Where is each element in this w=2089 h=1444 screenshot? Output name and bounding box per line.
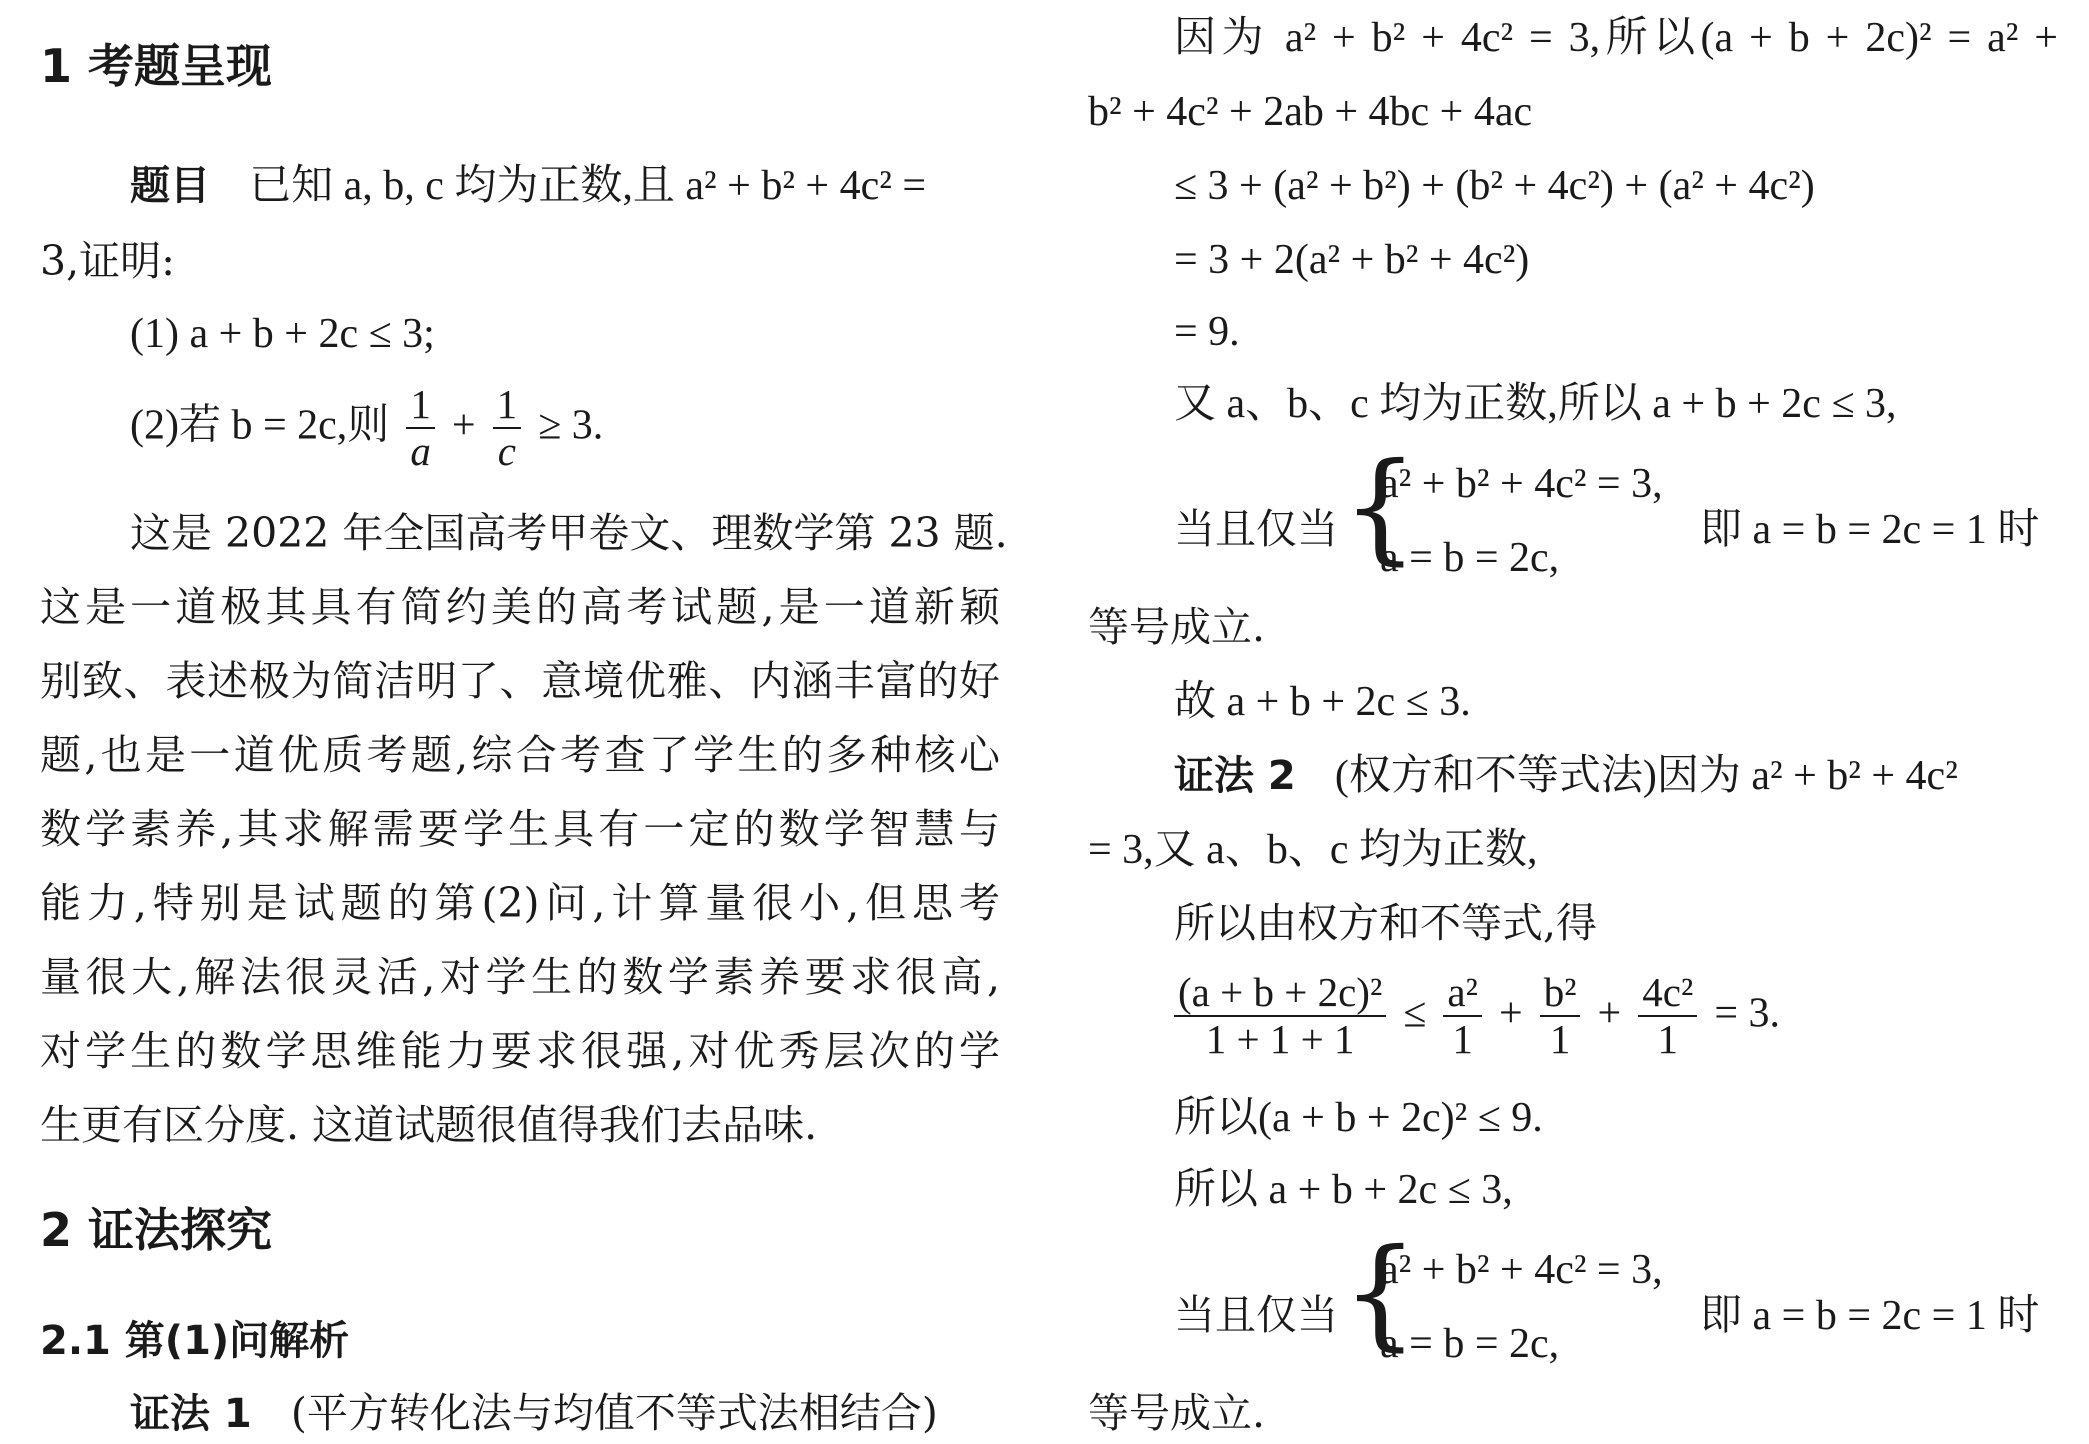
method-1-line bbox=[130, 1390, 938, 1437]
fraction-1-over-a bbox=[406, 382, 435, 474]
proof-line: ≤ 3 + (a² + b²) + (b² + 4c²) + (a² + 4c²) bbox=[1174, 163, 1815, 209]
method-2-label: 证法 2 bbox=[1174, 753, 1296, 799]
fraction-numerator: a² bbox=[1447, 969, 1478, 1015]
fraction-denominator: 1 bbox=[1657, 1016, 1679, 1063]
paragraph-line: 这是一道极其具有简约美的高考试题,是一道新颖 bbox=[40, 583, 1000, 631]
fraction-denominator: 1 bbox=[1452, 1016, 1473, 1063]
method-1-title: (平方转化法与均值不等式法相结合) bbox=[290, 1389, 938, 1437]
fraction-denominator: c bbox=[497, 428, 516, 475]
paragraph-line: 这是 2022 年全国高考甲卷文、理数学第 23 题. bbox=[130, 509, 1008, 557]
fraction-denominator: a bbox=[410, 428, 431, 475]
proof-line: 所以由权方和不等式,得 bbox=[1174, 899, 1598, 947]
paragraph-line: 对学生的数学思维能力要求很强,对优秀层次的学 bbox=[40, 1027, 1000, 1075]
case-prefix: 当且仅当 bbox=[1174, 1291, 1338, 1339]
proof-line: 故 a + b + 2c ≤ 3. bbox=[1174, 679, 1471, 725]
method-2-title: (权方和不等式法)因为 a² + b² + 4c² bbox=[1334, 753, 1958, 799]
proof-line: 所以 a + b + 2c ≤ 3, bbox=[1174, 1167, 1513, 1213]
power-mean-inequality bbox=[1174, 970, 1780, 1062]
equality-condition-2 bbox=[1088, 1224, 2058, 1376]
fraction-1-over-c bbox=[493, 382, 522, 474]
paragraph-line: 量很大,解法很灵活,对学生的数学素养要求很高, bbox=[40, 953, 1000, 1001]
subsection-heading: 2.1 第(1)问解析 bbox=[40, 1318, 350, 1364]
section-heading-1: 1 考题呈现 bbox=[40, 39, 273, 93]
problem-statement: 已知 a, b, c 均为正数,且 a² + b² + 4c² = bbox=[249, 163, 927, 209]
left-brace-icon: { bbox=[1342, 438, 1419, 577]
case-suffix: 即 a = b = 2c = 1 时 bbox=[1700, 1293, 2040, 1339]
proof-line: 因为 a² + b² + 4c² = 3,所以(a + b + 2c)² = a² + bbox=[1174, 15, 2058, 61]
problem-part-1: (1) a + b + 2c ≤ 3; bbox=[130, 311, 435, 357]
left-brace-icon: { bbox=[1342, 1224, 1419, 1363]
fraction-numerator: (a + b + 2c)² bbox=[1178, 969, 1383, 1015]
fraction-a2 bbox=[1443, 970, 1482, 1062]
case-line-a: a² + b² + 4c² = 3, bbox=[1380, 1247, 1663, 1293]
plus-sign: + bbox=[1498, 990, 1523, 1037]
problem-line-1 bbox=[130, 162, 926, 210]
section-heading-2: 2 证法探究 bbox=[40, 1203, 273, 1257]
case-prefix: 当且仅当 bbox=[1174, 505, 1338, 553]
paragraph-line: 题,也是一道优质考题,综合考查了学生的多种核心 bbox=[40, 731, 1000, 779]
paragraph-line: 能力,特别是试题的第(2)问,计算量很小,但思考 bbox=[40, 879, 1000, 927]
problem-label: 题目 bbox=[130, 163, 210, 209]
proof-line: b² + 4c² + 2ab + 4bc + 4ac bbox=[1088, 89, 1533, 135]
paragraph-line: 别致、表述极为简洁明了、意境优雅、内涵丰富的好 bbox=[40, 657, 1000, 705]
fraction-denominator: 1 bbox=[1549, 1016, 1571, 1063]
case-line-a: a² + b² + 4c² = 3, bbox=[1380, 461, 1663, 507]
method-1-label: 证法 1 bbox=[130, 1391, 252, 1437]
equality-condition-1 bbox=[1088, 438, 2058, 590]
proof-line: = 3 + 2(a² + b² + 4c²) bbox=[1174, 237, 1530, 283]
fraction-b2 bbox=[1540, 970, 1581, 1062]
fraction-numerator: b² bbox=[1543, 969, 1577, 1015]
problem-part-2 bbox=[130, 382, 603, 474]
fraction-numerator: 1 bbox=[496, 381, 518, 427]
proof-line: 又 a、b、c 均为正数,所以 a + b + 2c ≤ 3, bbox=[1174, 381, 1897, 427]
plus-sign: + bbox=[451, 402, 476, 449]
case-line-b: a = b = 2c, bbox=[1380, 1321, 1560, 1367]
part-2-conclusion: ≥ 3. bbox=[538, 402, 604, 449]
fraction-4c2 bbox=[1638, 970, 1697, 1062]
fraction-numerator: 4c² bbox=[1642, 969, 1694, 1015]
plus-sign: + bbox=[1597, 990, 1622, 1037]
proof-line: 等号成立. bbox=[1088, 603, 1266, 651]
method-2-line bbox=[1174, 752, 1958, 800]
case-line-b: a = b = 2c, bbox=[1380, 535, 1560, 581]
problem-line-2: 3,证明: bbox=[40, 237, 175, 285]
proof-line: 所以(a + b + 2c)² ≤ 9. bbox=[1174, 1095, 1543, 1141]
paragraph-line: 生更有区分度. 这道试题很值得我们去品味. bbox=[40, 1101, 818, 1149]
proof-line: = 9. bbox=[1174, 309, 1240, 355]
proof-line: 等号成立. bbox=[1088, 1389, 1266, 1437]
case-suffix: 即 a = b = 2c = 1 时 bbox=[1700, 507, 2040, 553]
fraction-numerator: 1 bbox=[410, 381, 431, 427]
fraction-left bbox=[1174, 970, 1386, 1062]
relation-sign: ≤ bbox=[1403, 990, 1427, 1037]
part-2-condition: (2)若 b = 2c,则 bbox=[130, 402, 390, 449]
inequality-result: = 3. bbox=[1714, 990, 1780, 1037]
paragraph-line: 数学素养,其求解需要学生具有一定的数学智慧与 bbox=[40, 805, 1000, 853]
proof-line: = 3,又 a、b、c 均为正数, bbox=[1088, 827, 1538, 873]
fraction-denominator: 1 + 1 + 1 bbox=[1205, 1016, 1355, 1063]
